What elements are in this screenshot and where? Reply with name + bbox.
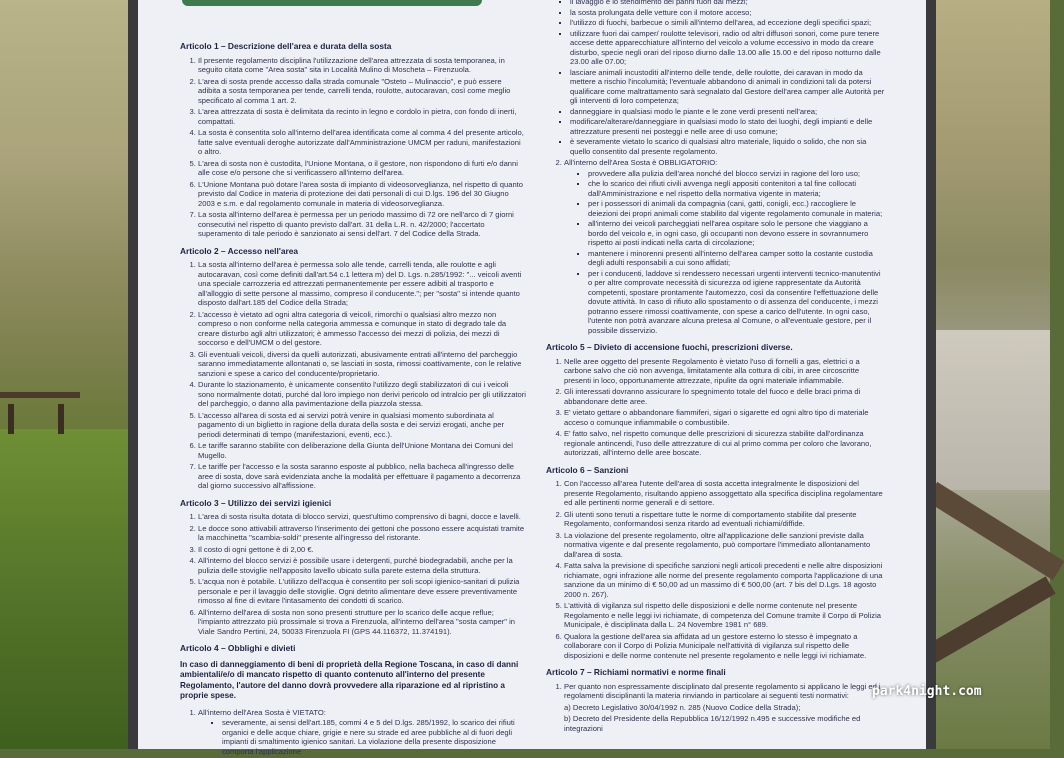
sign-post-left (128, 0, 138, 749)
bullet-item: ▪ lasciare animali incustoditi all'interno delle tende, delle roulotte, dei caravan in modo da mettere a rischio l'incolumità; l'eventuale abbandono di animali in condizioni tali da potersi qualificare come maltrattamento sarà segnalato dal Gestore dell'area camper alle Autorità per gli interventi di loro competenza; (570, 68, 886, 106)
bullet-item: ▪ è severamente vietato lo scarico di qualsiasi altro materiale, liquido o solido, che non sia quello consentito dal presente regolamento. (570, 137, 886, 156)
article-7-title: Articolo 7 – Richiami normativi e norme finali (546, 667, 726, 677)
list-item: 7. Le tariffe per l'accesso e la sosta saranno esposte al pubblico, nella bacheca all'ingresso delle aree di sosta, dove sarà evidenziata anche la modalità per effettuare il pagamento a decorrenza dal giorno successivo all'affissione. (198, 462, 526, 491)
article-4-list (180, 708, 526, 757)
list-item-label: Per quanto non espressamente disciplinato dal presente regolamento si applicano le leggi ed i regolamenti disciplinanti la materia rinviando in particolare ai seguenti testi normativi: (564, 681, 881, 700)
list-item: 4. La sosta è consentita solo all'interno dell'area identificata come al comma 4 del presente articolo, fatte salve eventuali deroghe autorizzate dall'Amministrazione UMCM per raduni, manifestazioni o altro. (198, 128, 526, 157)
list-item (564, 682, 886, 734)
article-6-title: Articolo 6 – Sanzioni (546, 464, 629, 475)
article-2-title: Articolo 2 – Accesso nell'area (180, 245, 299, 256)
list-item-label: All'interno dell'Area Sosta è OBBLIGATORIO: (564, 158, 718, 167)
watermark: park4night.com (872, 684, 982, 699)
list-item: 3. Gli eventuali veicoli, diversi da quelli autorizzati, abusivamente entrati all'interno del parcheggio saranno immediatamente allontanati o, se lasciati in sosta, rimossi coattivamente, con le relative sanzioni e spese a carico del conducente/proprietario. (198, 350, 526, 379)
list-item: 2. Le docce sono attivabili attraverso l'inserimento dei gettoni che possono essere acquistati tramite la macchinetta "scambia-soldi" presente all'ingresso del ristorante. (198, 524, 526, 543)
list-item: 5. L'attività di vigilanza sul rispetto delle disposizioni e delle norme contenute nel presente Regolamento e nelle leggi ivi richiamate, di competenza del Comune tramite il Corpo di Polizia Municipale, è disciplinata dalla L. 24 Novembre 1981 n° 689. (564, 601, 886, 630)
list-item: 1. Con l'accesso all'area l'utente dell'area di sosta accetta integralmente le disposizioni del presente Regolamento, risultando appieno assoggettato alla specifica disciplina regolamentare ed alle pertinenti norme generali e di settore. (564, 479, 886, 508)
bullet-item: ▪ mantenere i minorenni presenti all'interno dell'area camper sotto la costante custodia degli adulti responsabili a cui sono affidati; (588, 249, 886, 268)
list-item: 1. La sosta all'interno dell'area è permessa solo alle tende, carrelli tenda, alle roulotte e agli autocaravan, così come definiti dall'art.54 c.1 lettera m) del D. Lgs. n.285/1992: "... veicoli aventi una speciale carrozzeria ed attrezzati permanentemente per essere adibiti al trasporto e all'alloggio di sette persone al massimo, compreso il conducente."; per "sosta" si intende quanto disposto dall'art.185 del Codice della Strada; (198, 260, 526, 308)
article-3-list (180, 512, 526, 636)
article-4-title: Articolo 4 – Obblighi e divieti (180, 643, 296, 653)
list-item: 6. Qualora la gestione dell'area sia affidata ad un gestore esterno lo stesso è impegnato a collaborare con il Corpo di Polizia Municipale nell'attività di vigilanza sul rispetto delle disposizioni e delle norme contenute nel presente regolamento e nelle leggi ivi richiamate. (564, 632, 886, 661)
list-item: 3. E' vietato gettare o abbandonare fiammiferi, sigari o sigarette ed ogni altro tipo di materiale acceso o comunque infiammabile o combustibile. (564, 408, 886, 427)
road (930, 330, 1050, 490)
sign-post-right (926, 0, 936, 749)
list-item: 4. E' fatto salvo, nel rispetto comunque delle prescrizioni di sicurezza stabilite dall'ordinanza regionale antincendi, l'uso delle attrezzature di cui al primo comma per coloro che lavorano, autorizzati, all'interno delle aree boscate. (564, 429, 886, 458)
sub-item: a) Decreto Legislativo 30/04/1992 n. 285 (Nuovo Codice della Strada); (564, 702, 801, 712)
list-item: 7. La sosta all'interno dell'area è permessa per un periodo massimo di 72 ore nell'arco di 7 giorni consecutivi nel rispetto di quanto previsto dall'art. 31 della L.R. n. 42/2000; l'accertato superamento di tale periodo è sanzionato ai sensi dell'art. 7 del Codice della Strada. (198, 210, 526, 239)
list-item (198, 708, 526, 757)
list-item: 1. Nelle aree oggetto del presente Regolamento è vietato l'uso di fornelli a gas, elettrici o a carbone salvo che ciò non avvenga, limitatamente alla cottura di cibi, in aree circoscritte presenti in loco, opportunamente attrezzate, ripulite da ogni materiale infiammabile. (564, 357, 886, 386)
list-item: 6. Le tariffe saranno stabilite con deliberazione della Giunta dell'Unione Montana dei Comuni del Mugello. (198, 441, 526, 460)
right-column (546, 0, 886, 735)
bullet-item: ▪ modificare/alterare/danneggiare in qualsiasi modo lo stato dei luoghi, degli impianti e delle attrezzature presenti nei posteggi e nelle aree di uso comune; (570, 117, 886, 136)
list-item: 5. L'area di sosta non è custodita, l'Unione Montana, o il gestore, non rispondono di furti e/o danni alle cose e/o persone che si verificassero all'interno dell'area. (198, 159, 526, 178)
sub-item: b) Decreto del Presidente della Repubblica 16/12/1992 n.495 e successive modifiche ed integrazioni (564, 714, 861, 733)
bullet-item: ▪ la sosta prolungata delle vetture con il motore acceso; (570, 8, 886, 18)
list-item: 2. L'accesso è vietato ad ogni altra categoria di veicoli, rimorchi o qualsiasi altro mezzo non compreso o non conforme nella categoria ammessa e comunque in stato di degrado tale da creare disturbo agli altri utilizzatori; è ammesso l'accesso dei mezzi di polizia, dei mezzi di soccorso e dell'UMCM o del gestore. (198, 310, 526, 348)
picnic-bench (0, 392, 80, 438)
bullet-item: ▪ per i possessori di animali da compagnia (cani, gatti, conigli, ecc.) raccogliere le deiezioni dei propri animali come stabilito dal vigente regolamento comunale in materia; (588, 199, 886, 218)
article-5-title: Articolo 5 – Divieto di accensione fuochi, prescrizioni diverse. (546, 342, 793, 352)
list-item: 5. L'acqua non è potabile. L'utilizzo dell'acqua è consentito per soli scopi igienico-sanitari di pulizia personale e per il lavaggio delle stoviglie. Ogni detrito alimentare deve essere preventivamente rimosso al fine di evitare l'intasamento dei condotti di scarico. (198, 577, 526, 606)
list-item: 3. Il costo di ogni gettone è di 2,00 €. (198, 545, 526, 555)
regulation-sign (138, 0, 926, 756)
list-item: 5. L'accesso all'area di sosta ed ai servizi potrà venire in qualsiasi momento subordinata al pagamento di un biglietto in ragione della durata della sosta e dei servizi erogati, anche per periodi determinati di tempo (manifestazioni, eventi, ecc.). (198, 411, 526, 440)
left-column (180, 34, 526, 758)
list-item: 6. All'interno dell'area di sosta non sono presenti strutture per lo scarico delle acque reflue; l'impianto attrezzato più prossimale si trova a Firenzuola, all'interno dell'area "sosta camper" in Viale Sandro Pertini, 24, 50033 Firenzuola FI (GPS 44.116372, 11.374191). (198, 608, 526, 637)
article-1-title: Articolo 1 – Descrizione dell'area e durata della sosta (180, 41, 392, 51)
list-item-label: All'interno dell'Area Sosta è VIETATO: (198, 707, 326, 717)
list-item: 1. L'area di sosta risulta dotata di blocco servizi, quest'ultimo comprensivo di bagni, docce e lavelli. (198, 512, 526, 522)
prohibited-list-continued (546, 0, 886, 156)
damage-notice: In caso di danneggiamento di beni di proprietà della Regione Toscana, in caso di danni ambientali/e/o di mancato rispetto di quanto contenuto all'interno del presente Regolamento, l'autore del danno dovrà provvedere alla riparazione ed al ripristino a proprie spese. (180, 659, 519, 700)
background-right (930, 0, 1050, 749)
mandatory-list (564, 169, 886, 336)
list-item: 2. Gli utenti sono tenuti a rispettare tutte le norme di comportamento stabilite dal presente Regolamento, conformandosi senza ritardo ad eventuali richiami/diffide. (564, 510, 886, 529)
list-item: 2. Gli interessati dovranno assicurare lo spegnimento totale del fuoco e delle braci prima di abbandonare dette aree. (564, 387, 886, 406)
article-5-list (546, 357, 886, 458)
grass (0, 429, 140, 749)
article-3-title: Articolo 3 – Utilizzo dei servizi igienici (180, 497, 332, 508)
prohibited-list (198, 718, 526, 756)
bullet-item: ▪ severamente, ai sensi dell'art.185, commi 4 e 5 del D.lgs. 285/1992, lo scarico dei rifiuti organici e delle acque chiare, grigie e nere su strade ed aree pubbliche al di fuori degli impianti di smaltimento igienico sanitari. La violazione della presente disposizione comporta l'applicazione (222, 718, 526, 756)
list-item: 2. L'area di sosta prende accesso dalla strada comunale "Osteto – Mulinaccio", e può essere adibita a sosta temporanea per tende, carrelli tenda, roulotte, autocaravan, così come meglio specificato al comma 1 art. 2. (198, 77, 526, 106)
background-left (0, 0, 140, 749)
bullet-item: ▪ per i conducenti, laddove si rendessero necessari urgenti interventi tecnico-manutentivi o per altre comprovate necessità di sicurezza od igiene rappresentate da Autorità competenti, spostare prontamente l'automezzo, così da consentire l'effettuazione delle dovute attività. In caso di rifiuto allo spostamento o di assenza del conducente, i mezzi potranno essere rimossi coattivamente, con spese a carico dell'utente. In ogni caso, l'utente non potrà avanzare alcuna pretesa al Comune, o all'eventuale gestore, per il possibile disservizio. (588, 269, 886, 336)
bullet-item: ▪ provvedere alla pulizia dell'area nonché del blocco servizi in ragione del loro uso; (588, 169, 886, 179)
bullet-item: ▪ il lavaggio e lo stendimento dei panni fuori dai mezzi; (570, 0, 886, 7)
list-item: 4. Fatta salva la previsione di specifiche sanzioni negli articoli precedenti e nelle altre disposizioni richiamate, ogni infrazione alle norme del presente regolamento comporta l'applicazione di una sanzione da un minimo di € 50,00 ad un massimo di € 500,00 (art. 7 bis del D.Lgs. 18 agosto 2000 n. 267). (564, 561, 886, 599)
list-item: 1. Il presente regolamento disciplina l'utilizzazione dell'area attrezzata di sosta temporanea, in seguito citata come "Area sosta" sita in Località Mulino di Moscheta – Firenzuola. (198, 56, 526, 75)
list-item: 4. All'interno del blocco servizi è possibile usare i detergenti, purché biodegradabili, anche per la pulizia delle stoviglie nell'apposito lavello ubicato sulla parete esterna della struttura. (198, 556, 526, 575)
list-item: 3. L'area attrezzata di sosta è delimitata da recinto in legno e cordolo in pietra, con fondo di inerti, compattati. (198, 107, 526, 126)
article-7-list (546, 682, 886, 734)
bullet-item: ▪ all'interno dei veicoli parcheggiati nell'area ospitare solo le persone che viaggiano a bordo del veicolo e, in ogni caso, gli occupanti non devono essere in sovrannumero rispetto ai posti indicati nella carta di circolazione; (588, 219, 886, 248)
article-1-list (180, 56, 526, 239)
article-6-list (546, 479, 886, 660)
bullet-item: ▪ danneggiare in qualsiasi modo le piante e le zone verdi presenti nell'area; (570, 107, 886, 117)
bullet-item: ▪ l'utilizzo di fuochi, barbecue o simili all'interno dell'area, ad eccezione degli specifici spazi; (570, 18, 886, 28)
wooden-log (926, 482, 1064, 580)
bullet-item: ▪ che lo scarico dei rifiuti civili avvenga negli appositi contenitori a tal fine collocati dall'Amministrazione e nel rispetto della normativa vigente in materia; (588, 179, 886, 198)
wooden-log (924, 576, 1055, 663)
list-item: 6. L'Unione Montana può dotare l'area sosta di impianto di videosorveglianza, nel rispetto di quanto previsto dal Codice in materia di protezione dei dati personali di cui D.lgs. 196 del 30 Giugno 2003 e s.m. e dal regolamento comunale in materia di videosorveglianza. (198, 180, 526, 209)
article-2-list (180, 260, 526, 491)
article-4-list-continued (546, 158, 886, 335)
list-item: 3. La violazione del presente regolamento, oltre all'applicazione delle sanzioni previste dalla normativa vigente e dal presente regolamento, può comportare l'immediato allontanamento dall'area di sosta. (564, 531, 886, 560)
list-item (564, 158, 886, 335)
bullet-item: ▪ utilizzare fuori dai camper/ roulotte televisori, radio od altri diffusori sonori, come pure tenere accese dette apparecchiature all'interno del veicolo a volume eccessivo in modo da creare disturbo, specie negli orari del riposo diurno dalle 13.00 alle 15.00 e del riposo notturno dalle 23.00 alle 07.00; (570, 29, 886, 67)
list-item: 4. Durante lo stazionamento, è unicamente consentito l'utilizzo degli stabilizzatori di cui i veicoli sono normalmente dotati, purché dal loro impiego non derivi pericolo od intralcio per gli utilizzatori del parcheggio, o danno alla pavimentazione della piazzola stessa. (198, 380, 526, 409)
sign-header-bar (182, 0, 482, 6)
